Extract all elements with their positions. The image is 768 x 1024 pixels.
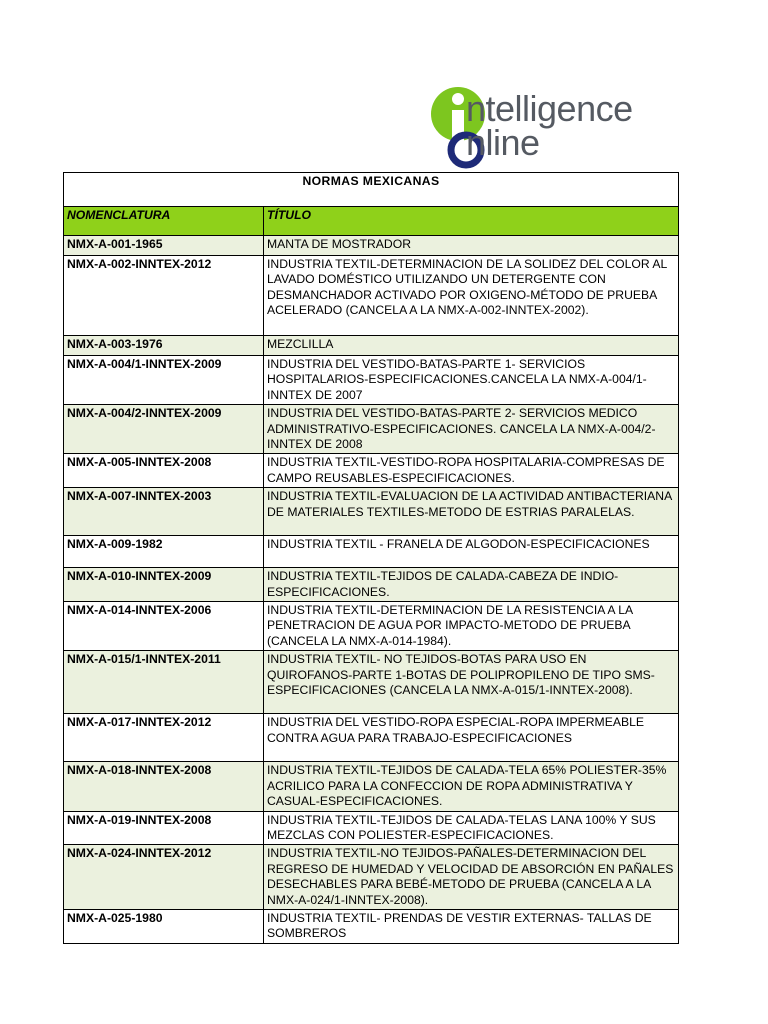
row-title: INDUSTRIA TEXTIL-TEJIDOS DE CALADA-CABEZA DE INDIO-ESPECIFICACIONES. bbox=[264, 568, 679, 602]
row-title: INDUSTRIA DEL VESTIDO-BATAS-PARTE 2- SERVICIOS MEDICO ADMINISTRATIVO-ESPECIFICACIONES. CANCELA LA NMX-A-004/2-INNTEX DE 2008 bbox=[264, 405, 679, 454]
row-code: NMX-A-018-INNTEX-2008 bbox=[64, 762, 264, 811]
table-row bbox=[64, 714, 679, 762]
table-row bbox=[64, 454, 679, 488]
row-code: NMX-A-001-1965 bbox=[64, 236, 264, 256]
row-code: NMX-A-009-1982 bbox=[64, 536, 264, 568]
row-title: INDUSTRIA TEXTIL-NO TEJIDOS-PAÑALES-DETERMINACION DEL REGRESO DE HUMEDAD Y VELOCIDAD DE ABSORCIÓN EN PAÑALES DESECHABLES PARA BEBÉ-METODO DE PRUEBA (CANCELA A LA NMX-A-024/1-INNTEX-2008). bbox=[264, 845, 679, 910]
logo-word-intelligence: ntelligence bbox=[466, 88, 633, 129]
row-code: NMX-A-025-1980 bbox=[64, 909, 264, 943]
table-row bbox=[64, 536, 679, 568]
row-code: NMX-A-002-INNTEX-2012 bbox=[64, 256, 264, 336]
row-code: NMX-A-019-INNTEX-2008 bbox=[64, 811, 264, 845]
table-row bbox=[64, 488, 679, 536]
row-title: INDUSTRIA TEXTIL - FRANELA DE ALGODON-ESPECIFICACIONES bbox=[264, 536, 679, 568]
row-code: NMX-A-003-1976 bbox=[64, 336, 264, 356]
row-code: NMX-A-010-INNTEX-2009 bbox=[64, 568, 264, 602]
table-row bbox=[64, 256, 679, 336]
table-row bbox=[64, 602, 679, 651]
table-row bbox=[64, 336, 679, 356]
row-code: NMX-A-005-INNTEX-2008 bbox=[64, 454, 264, 488]
row-title: INDUSTRIA TEXTIL-VESTIDO-ROPA HOSPITALARIA-COMPRESAS DE CAMPO REUSABLES-ESPECIFICACIONES. bbox=[264, 454, 679, 488]
row-title: INDUSTRIA TEXTIL- NO TEJIDOS-BOTAS PARA USO EN QUIROFANOS-PARTE 1-BOTAS DE POLIPROPILENO DE TIPO SMS-ESPECIFICACIONES (CANCELA LA NMX-A-015/1-INNTEX-2008). bbox=[264, 651, 679, 714]
row-code: NMX-A-014-INNTEX-2006 bbox=[64, 602, 264, 651]
table-row bbox=[64, 568, 679, 602]
row-title: MANTA DE MOSTRADOR bbox=[264, 236, 679, 256]
table-row bbox=[64, 236, 679, 256]
table-row bbox=[64, 651, 679, 714]
intelligence-online-logo bbox=[430, 86, 670, 172]
header-nomenclatura: NOMENCLATURA bbox=[64, 207, 264, 236]
row-title: INDUSTRIA TEXTIL-DETERMINACION DE LA SOLIDEZ DEL COLOR AL LAVADO DOMÉSTICO UTILIZANDO UN DETERGENTE CON DESMANCHADOR ACTIVADO POR OXIGENO-MÉTODO DE PRUEBA ACELERADO (CANCELA A LA NMX-A-002-INNTEX-2002). bbox=[264, 256, 679, 336]
table-title: NORMAS MEXICANAS bbox=[64, 173, 679, 207]
row-title: INDUSTRIA TEXTIL-TEJIDOS DE CALADA-TELA 65% POLIESTER-35% ACRILICO PARA LA CONFECCION DE ROPA ADMINISTRATIVA Y CASUAL-ESPECIFICACIONES. bbox=[264, 762, 679, 811]
row-code: NMX-A-017-INNTEX-2012 bbox=[64, 714, 264, 762]
row-code: NMX-A-024-INNTEX-2012 bbox=[64, 845, 264, 910]
row-title: INDUSTRIA TEXTIL- PRENDAS DE VESTIR EXTERNAS- TALLAS DE SOMBREROS bbox=[264, 909, 679, 943]
row-title: INDUSTRIA TEXTIL-EVALUACION DE LA ACTIVIDAD ANTIBACTERIANA DE MATERIALES TEXTILES-METODO DE ESTRIAS PARALELAS. bbox=[264, 488, 679, 536]
row-code: NMX-A-004/1-INNTEX-2009 bbox=[64, 356, 264, 405]
table-row bbox=[64, 762, 679, 811]
row-title: INDUSTRIA DEL VESTIDO-ROPA ESPECIAL-ROPA IMPERMEABLE CONTRA AGUA PARA TRABAJO-ESPECIFICACIONES bbox=[264, 714, 679, 762]
table-row bbox=[64, 405, 679, 454]
row-code: NMX-A-007-INNTEX-2003 bbox=[64, 488, 264, 536]
normas-table bbox=[63, 172, 679, 944]
header-titulo: TÍTULO bbox=[264, 207, 679, 236]
row-title: MEZCLILLA bbox=[264, 336, 679, 356]
row-title: INDUSTRIA TEXTIL-DETERMINACION DE LA RESISTENCIA A LA PENETRACION DE AGUA POR IMPACTO-METODO DE PRUEBA (CANCELA LA NMX-A-014-1984). bbox=[264, 602, 679, 651]
table-row bbox=[64, 845, 679, 910]
table-header-row bbox=[64, 207, 679, 236]
logo-word-online: nline bbox=[466, 122, 540, 163]
row-code: NMX-A-004/2-INNTEX-2009 bbox=[64, 405, 264, 454]
table-row bbox=[64, 909, 679, 943]
row-code: NMX-A-015/1-INNTEX-2011 bbox=[64, 651, 264, 714]
table-row bbox=[64, 356, 679, 405]
table-row bbox=[64, 811, 679, 845]
row-title: INDUSTRIA TEXTIL-TEJIDOS DE CALADA-TELAS LANA 100% Y SUS MEZCLAS CON POLIESTER-ESPECIFICACIONES. bbox=[264, 811, 679, 845]
row-title: INDUSTRIA DEL VESTIDO-BATAS-PARTE 1- SERVICIOS HOSPITALARIOS-ESPECIFICACIONES.CANCELA LA NMX-A-004/1-INNTEX DE 2007 bbox=[264, 356, 679, 405]
